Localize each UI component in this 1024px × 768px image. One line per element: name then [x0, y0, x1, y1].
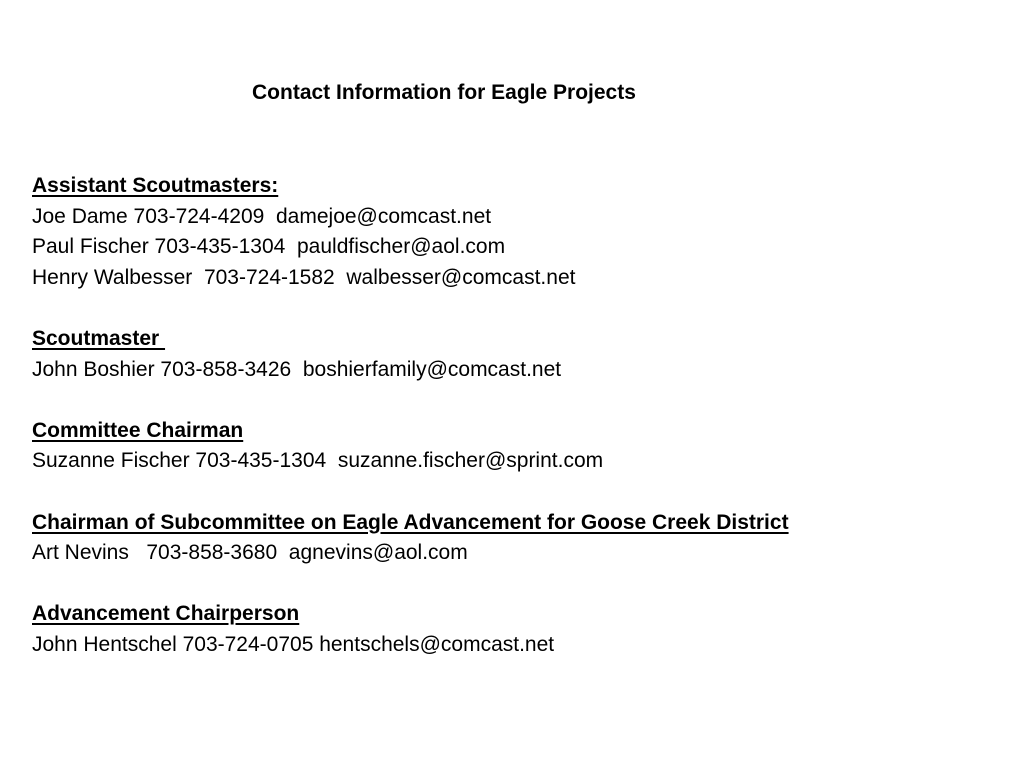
section-heading: Assistant Scoutmasters: — [32, 174, 279, 197]
contact-line: Suzanne Fischer 703-435-1304 suzanne.fischer@sprint.com — [32, 449, 604, 473]
page-title: Contact Information for Eagle Projects — [252, 81, 636, 104]
contact-list — [32, 171, 1012, 661]
section-assistant-scoutmasters — [32, 171, 1012, 293]
section-spacer — [32, 385, 1012, 416]
contact-line: Art Nevins 703-858-3680 agnevins@aol.com — [32, 541, 468, 565]
contact-line: Henry Walbesser 703-724-1582 walbesser@comcast.net — [32, 265, 576, 289]
section-advancement-chairperson — [32, 599, 1012, 660]
section-heading: Scoutmaster — [32, 326, 166, 350]
section-heading: Chairman of Subcommittee on Eagle Advancement for Goose Creek District — [32, 510, 789, 534]
contact-line: Paul Fischer 703-435-1304 pauldfischer@aol.com — [32, 235, 506, 259]
section-heading: Advancement Chairperson — [32, 602, 300, 626]
section-spacer — [32, 293, 1012, 324]
section-committee-chairman — [32, 416, 1012, 477]
contact-line: John Hentschel 703-724-0705 hentschels@comcast.net — [32, 632, 555, 656]
section-spacer — [32, 477, 1012, 508]
section-scoutmaster — [32, 324, 1012, 385]
contact-line: Joe Dame 703-724-4209 damejoe@comcast.net — [32, 204, 492, 228]
contact-line: John Boshier 703-858-3426 boshierfamily@comcast.net — [32, 357, 562, 381]
section-heading: Committee Chairman — [32, 418, 244, 442]
section-spacer — [32, 569, 1012, 600]
section-subcommittee-chairman — [32, 508, 1012, 569]
